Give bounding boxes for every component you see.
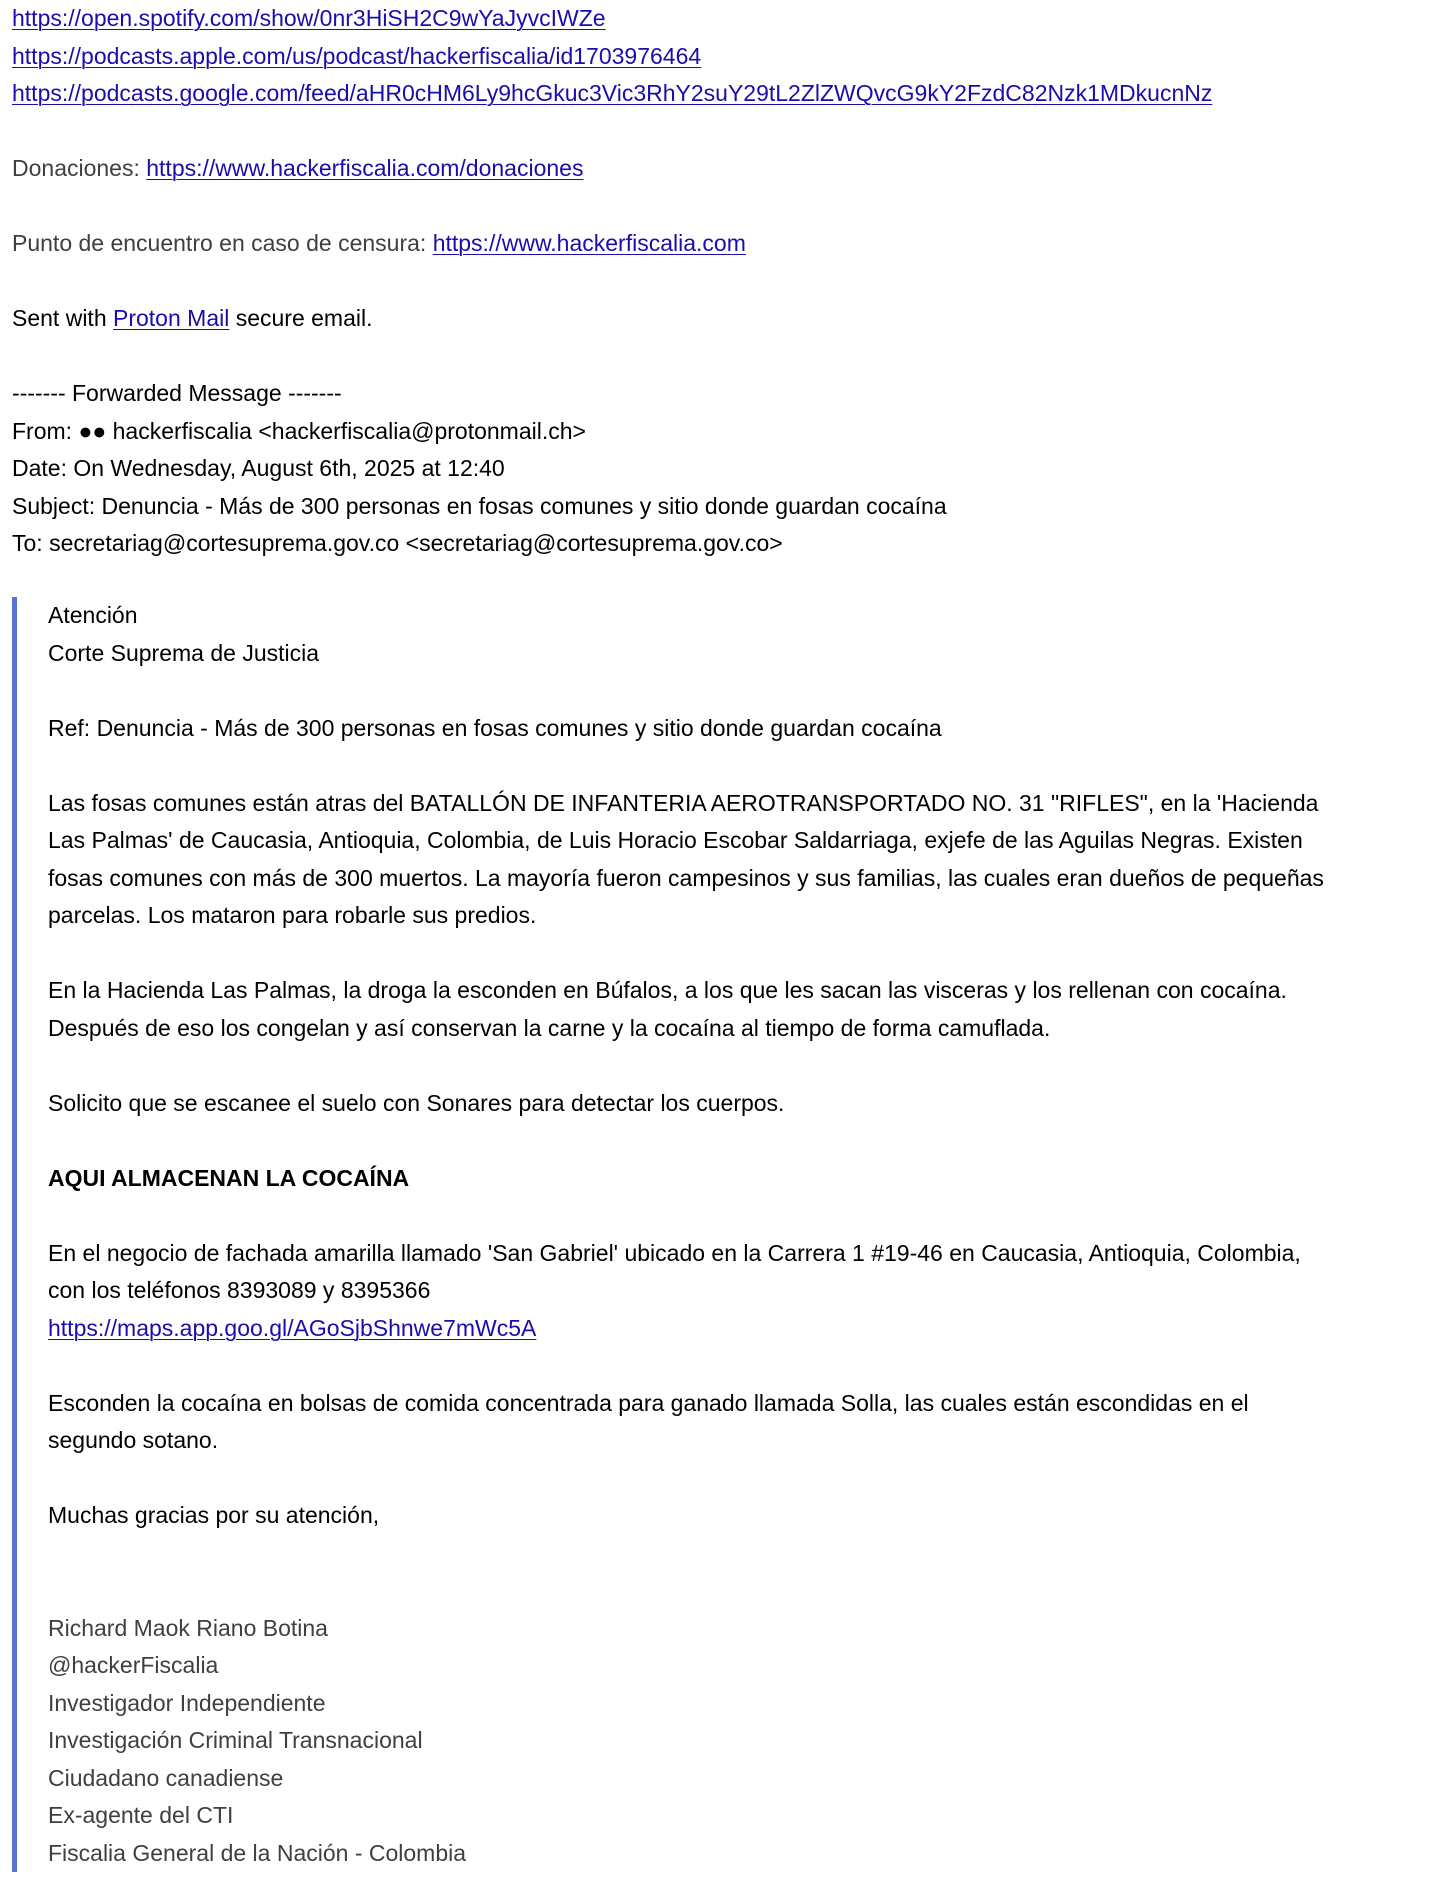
- signature-field: Investigación Criminal Transnacional: [48, 1727, 423, 1753]
- sent-with-suffix: secure email.: [229, 305, 373, 331]
- paragraph-4-line-2: con los teléfonos 8393089 y 8395366: [48, 1277, 431, 1303]
- meeting-point-label: Punto de encuentro en caso de censura:: [12, 230, 433, 256]
- spotify-link[interactable]: https://open.spotify.com/show/0nr3HiSH2C9wYaJyvcIWZe: [12, 5, 606, 31]
- meeting-point-link[interactable]: https://www.hackerfiscalia.com: [432, 230, 746, 256]
- forwarded-from: From: ●● hackerfiscalia <hackerfiscalia@protonmail.ch>: [12, 417, 586, 444]
- paragraph-4-line-1: En el negocio de fachada amarilla llamado 'San Gabriel' ubicado en la Carrera 1 #19-46 en Caucasia, Antioquia, Colombia,: [48, 1239, 1301, 1266]
- paragraph-5-line-1: Esconden la cocaína en bolsas de comida concentrada para ganado llamada Solla, las cuales están escondidas en el: [48, 1389, 1249, 1416]
- donations-line: [12, 150, 1442, 188]
- cocaine-heading: AQUI ALMACENAN LA COCAÍNA: [48, 1164, 410, 1191]
- signature-institution: Fiscalia General de la Nación - Colombia: [48, 1839, 467, 1866]
- paragraph-1-line-4: parcelas. Los mataron para robarle sus predios.: [48, 902, 537, 928]
- attention-line: Atención: [48, 602, 138, 628]
- apple-podcasts-link[interactable]: https://podcasts.apple.com/us/podcast/hackerfiscalia/id1703976464: [12, 42, 702, 69]
- forwarded-date: Date: On Wednesday, August 6th, 2025 at 12:40: [12, 455, 505, 481]
- paragraph-1-line-3: fosas comunes con más de 300 muertos. La mayoría fueron campesinos y sus familias, las cuales eran dueños de pequeñas: [48, 864, 1324, 891]
- paragraph-3: Solicito que se escanee el suelo con Sonares para detectar los cuerpos.: [48, 1089, 785, 1116]
- signature-role: Investigador Independiente: [48, 1689, 326, 1716]
- google-podcasts-link[interactable]: https://podcasts.google.com/feed/aHR0cHM6Ly9hcGkuc3Vic3RhY2suY29tL2ZlZWQvcG9kY2FzdC82Nzk1MDkucnNz: [12, 80, 1213, 106]
- paragraph-2-line-1: En la Hacienda Las Palmas, la droga la esconden en Búfalos, a los que les sacan las visceras y los rellenan con cocaína.: [48, 977, 1287, 1003]
- forwarded-to: To: secretariag@cortesuprema.gov.co <secretariag@cortesuprema.gov.co>: [12, 530, 783, 556]
- meeting-point-line: [12, 225, 1442, 263]
- donations-label: Donaciones:: [12, 155, 147, 181]
- quoted-message: [12, 597, 1442, 1872]
- paragraph-1-line-1: Las fosas comunes están atras del BATALLÓN DE INFANTERIA AEROTRANSPORTADO NO. 31 "RIFLES", en la 'Hacienda: [48, 789, 1319, 816]
- forwarded-header: ------- Forwarded Message -------: [12, 380, 342, 406]
- email-header-section: [12, 0, 1442, 563]
- paragraph-2-line-2: Después de eso los congelan y así conservan la carne y la cocaína al tiempo de forma camuflada.: [48, 1014, 1051, 1041]
- signature-handle: @hackerFiscalia: [48, 1652, 219, 1678]
- maps-link[interactable]: https://maps.app.goo.gl/AGoSjbShnwe7mWc5A: [48, 1314, 537, 1341]
- proton-mail-link[interactable]: Proton Mail: [113, 305, 230, 331]
- donations-link[interactable]: https://www.hackerfiscalia.com/donaciones: [146, 155, 584, 181]
- sent-with-prefix: Sent with: [12, 305, 113, 331]
- signature-citizenship: Ciudadano canadiense: [48, 1764, 284, 1791]
- paragraph-5-line-2: segundo sotano.: [48, 1427, 219, 1453]
- closing-line: Muchas gracias por su atención,: [48, 1502, 380, 1528]
- signature-former-role: Ex-agente del CTI: [48, 1802, 234, 1828]
- sent-with-line: [12, 300, 1442, 338]
- forwarded-subject: Subject: Denuncia - Más de 300 personas en fosas comunes y sitio donde guardan cocaína: [12, 492, 947, 519]
- court-line: Corte Suprema de Justicia: [48, 639, 320, 666]
- ref-line: Ref: Denuncia - Más de 300 personas en fosas comunes y sitio donde guardan cocaína: [48, 714, 942, 741]
- signature-name: Richard Maok Riano Botina: [48, 1614, 328, 1641]
- paragraph-1-line-2: Las Palmas' de Caucasia, Antioquia, Colombia, de Luis Horacio Escobar Saldarriaga, exjefe de las Aguilas Negras. Existen: [48, 827, 1303, 853]
